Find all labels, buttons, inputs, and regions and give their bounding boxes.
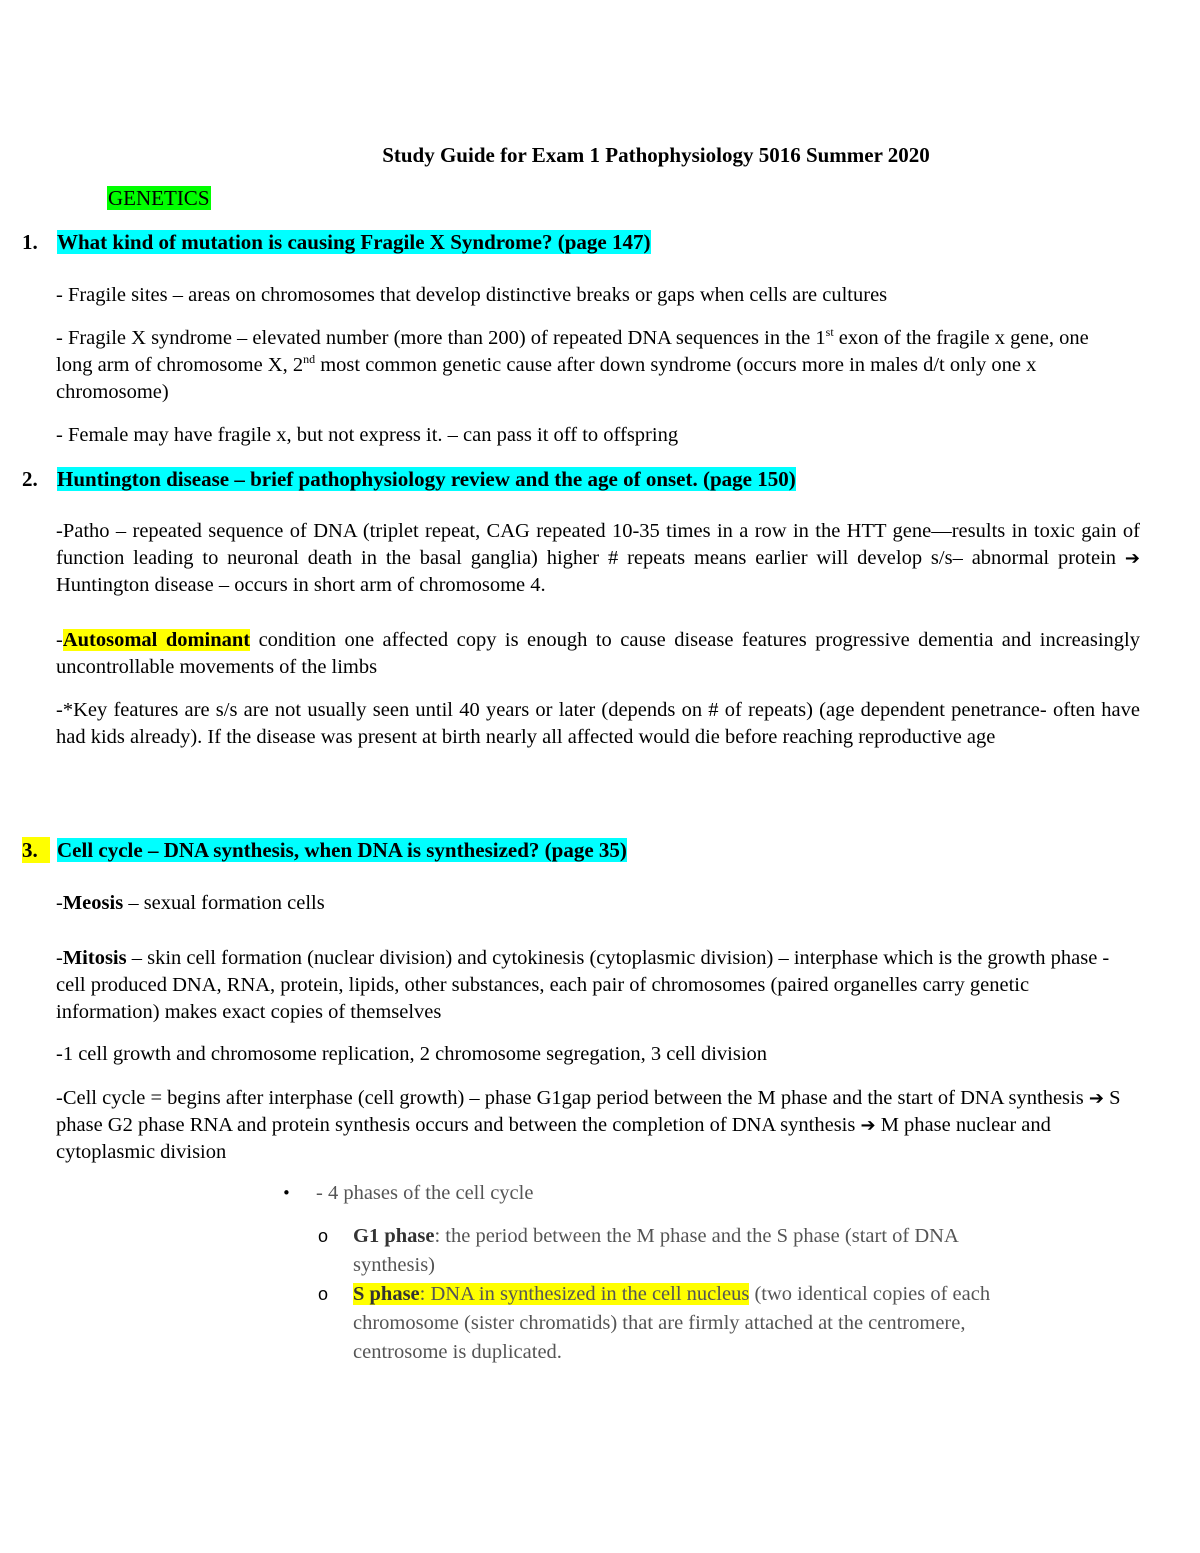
q2-text-part: condition one affected copy is enough to cause disease features progressive dementia and increasingly uncontrollable movements of the limbs [56,629,1140,678]
question-text: Huntington disease – brief pathophysiology review and the age of onset. (page 150) [57,467,796,491]
q3-text-part: - [56,892,63,914]
question-number: 2. [22,467,38,491]
right-arrow-icon: ➔ [860,1115,876,1136]
sub-bullet-g1 [353,1222,1033,1280]
q1-text-part: most common genetic cause after down syndrome (occurs more in males d/t only one x chromosome) [56,354,1037,403]
q1-paragraph-3: - Female may have fragile x, but not express it. – can pass it off to offspring [56,424,679,446]
q2-text-part: - [56,629,63,651]
question-3 [22,837,627,863]
bullet-icon: • [282,1184,291,1202]
sub-bullet-text: : the period between the M phase and the S phase (start of DNA synthesis) [353,1225,958,1276]
q3-text-part: - [56,947,63,969]
right-arrow-icon: ➔ [1124,548,1140,569]
q1-paragraph-2 [56,325,1126,406]
bold-term: Mitosis [62,947,127,969]
q3-paragraph-2 [56,945,1126,1026]
question-text: Cell cycle – DNA synthesis, when DNA is synthesized? (page 35) [57,838,627,862]
sub-bullet-text: (two identical copies of each chromosome (sister chromatids) that are firmly attached at the centromere, centrosome is duplicated. [353,1283,991,1363]
bold-term: S phase [353,1283,420,1305]
q2-paragraph-2 [56,627,1140,681]
q1-text-part: - Fragile X syndrome – elevated number (more than 200) of repeated DNA sequences in the 1 [56,327,826,349]
section-heading-genetics: GENETICS [108,186,210,210]
q2-text-part: -Patho – repeated sequence of DNA (triplet repeat, CAG repeated 10-35 times in a row in the HTT gene—results in toxic gain of function leading to neuronal death in the basal ganglia) higher # repeats means earlier will develop s/s– abnormal protein [56,520,1140,569]
sub-bullet-icon: o [318,1226,329,1246]
sub-bullet-s [353,1280,1063,1367]
q3-text-part: – sexual formation cells [123,892,325,914]
q3-text-part: -Cell cycle = begins after interphase (cell growth) – phase G1gap period between the M phase and the start of DNA synthesis [56,1087,1089,1109]
q3-paragraph-3: -1 cell growth and chromosome replication, 2 chromosome segregation, 3 cell division [56,1043,768,1065]
q2-paragraph-3: -*Key features are s/s are not usually seen until 40 years or later (depends on # of repeats) (age dependent penetrance- often have had kids already). If the disease was present at birth nearly all affected would die before reaching reproductive age [56,699,1140,748]
highlighted-term: Autosomal dominant [62,629,251,651]
page-title: Study Guide for Exam 1 Pathophysiology 5016 Summer 2020 [382,143,930,167]
sub-bullet-text: : DNA in synthesized in the cell nucleus [419,1283,750,1305]
bullet-item-text: - 4 phases of the cell cycle [316,1182,534,1204]
q3-paragraph-4 [56,1085,1126,1166]
question-1 [22,229,651,255]
q3-text-part: S phase G2 phase RNA and protein synthesis occurs and between the completion of DNA synthesis [56,1087,1121,1136]
q3-text-part: – skin cell formation (nuclear division) and cytokinesis (cytoplasmic division) – interphase which is the growth phase - cell produced DNA, RNA, protein, lipids, other substances, each pair of chromosomes (paired organelles carry genetic information) makes exact copies of themselves [56,947,1110,1023]
q2-text-part: Huntington disease – occurs in short arm of chromosome 4. [56,574,546,596]
superscript: nd [303,352,316,367]
q1-text-part: exon of the fragile x gene, one long arm of chromosome X, 2 [56,327,1089,376]
q1-paragraph-1: - Fragile sites – areas on chromosomes that develop distinctive breaks or gaps when cells are cultures [56,284,888,306]
q3-paragraph-1 [56,890,1140,917]
bold-term: G1 phase [353,1225,435,1247]
question-text: What kind of mutation is causing Fragile X Syndrome? (page 147) [57,230,651,254]
highlighted-term [353,1283,749,1305]
superscript: st [825,325,834,340]
question-number: 3. [22,837,50,863]
question-number: 1. [22,230,38,254]
bold-term: Meosis [62,892,124,914]
q2-paragraph-1 [56,518,1140,599]
sub-bullet-icon: o [318,1284,329,1304]
q3-text-part: M phase nuclear and cytoplasmic division [56,1114,1051,1163]
right-arrow-icon: ➔ [1088,1088,1104,1109]
question-2 [22,466,796,492]
